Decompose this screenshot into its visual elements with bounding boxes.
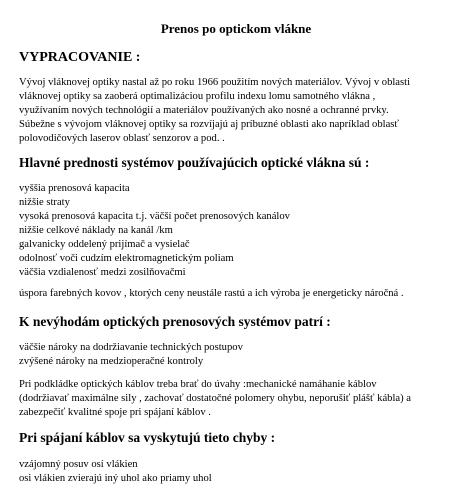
intro-paragraph: [19, 76, 467, 146]
list-item: väčšie nároky na dodržiavanie technických postupov: [19, 342, 243, 353]
intro-line: Vývoj vláknovej optiky nastal až po roku 1966 použitím nových materiálov. Vývoj v oblasti: [19, 77, 411, 88]
cable-handling-paragraph: [19, 378, 467, 420]
splicing-errors-list: [19, 458, 212, 486]
intro-line: vláknovej optiky sa zaoberá optimalizáciou profilu indexu lomu samotného vlákna ,: [19, 91, 376, 102]
note-line: úspora farebných kovov , ktorých ceny neustále rastú a ich výroba je energeticky náročná .: [19, 288, 404, 299]
advantages-list: [19, 182, 290, 280]
list-item: galvanicky oddelený prijímač a vysielač: [19, 239, 190, 250]
list-item: vysoká prenosová kapacita t.j. väčší počet prenosových kanálov: [19, 211, 290, 222]
list-item: nižšie straty: [19, 197, 70, 208]
section-heading-vypracovanie: VYPRACOVANIE :: [19, 50, 141, 65]
note-line: (dodržiavať maximálne sily , zachovať dostatočné polomery ohybu, neporušiť plášť kábla) a: [19, 393, 412, 404]
list-item: osi vlákien zvierajú iný uhol ako priamy uhol: [19, 473, 212, 484]
intro-line: Súbežne s vývojom vláknovej optiky sa rozvíjajú aj príbuzné oblasti ako napríklad oblasť: [19, 119, 399, 130]
list-item: vyššia prenosová kapacita: [19, 183, 130, 194]
list-item: zvýšené nároky na medzioperačné kontroly: [19, 356, 204, 367]
intro-line: využívaním nových technológií a materiálov používaných ako nosné a ochranné prvky.: [19, 105, 389, 116]
list-item: nižšie celkové náklady na kanál /km: [19, 225, 173, 236]
disadvantages-heading: K nevýhodám optických prenosových systémov patrí :: [19, 314, 331, 329]
list-item: vzájomný posuv osí vlákien: [19, 459, 138, 470]
advantages-note: [19, 287, 467, 301]
intro-line: polovodičových laserov oblasť senzorov a pod. .: [19, 133, 225, 144]
list-item: odolnosť voči cudzím elektromagnetickým poliam: [19, 253, 234, 264]
disadvantages-list: [19, 341, 243, 369]
splicing-heading: Pri spájaní káblov sa vyskytujú tieto chyby :: [19, 430, 276, 445]
list-item: väčšia vzdialenosť medzi zosilňovačmi: [19, 267, 186, 278]
note-line: zabezpečiť kvalitné spoje pri spájaní káblov .: [19, 407, 211, 418]
note-line: Pri podkládke optických káblov treba brať do úvahy :mechanické namáhanie káblov: [19, 379, 377, 390]
advantages-heading: Hlavné prednosti systémov používajúcich optické vlákna sú :: [19, 155, 370, 170]
document-title: Prenos po optickom vlákne: [160, 21, 312, 36]
